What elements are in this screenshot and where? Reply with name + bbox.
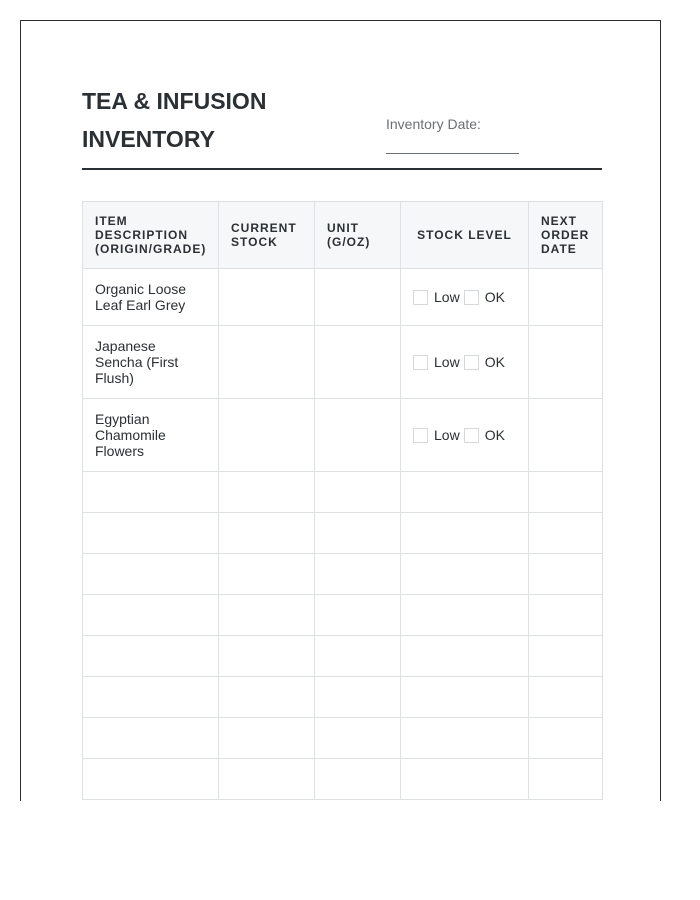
empty-cell[interactable] [315, 472, 401, 513]
empty-cell[interactable] [401, 677, 529, 718]
empty-cell[interactable] [83, 636, 219, 677]
empty-cell[interactable] [219, 636, 315, 677]
empty-cell[interactable] [529, 636, 603, 677]
empty-table-row [83, 718, 603, 759]
low-label: Low [434, 427, 460, 443]
empty-cell[interactable] [401, 472, 529, 513]
empty-cell[interactable] [315, 718, 401, 759]
empty-cell[interactable] [219, 472, 315, 513]
empty-cell[interactable] [401, 554, 529, 595]
next-order-date-cell[interactable] [529, 326, 603, 399]
item-description: Organic Loose Leaf Earl Grey [83, 269, 219, 326]
empty-cell[interactable] [83, 554, 219, 595]
empty-cell[interactable] [529, 554, 603, 595]
unit-cell[interactable] [315, 269, 401, 326]
ok-checkbox[interactable] [464, 428, 479, 443]
table-header-row [83, 202, 603, 269]
empty-cell[interactable] [315, 554, 401, 595]
unit-cell[interactable] [315, 326, 401, 399]
item-description: Japanese Sencha (First Flush) [83, 326, 219, 399]
empty-cell[interactable] [219, 759, 315, 800]
empty-cell[interactable] [219, 677, 315, 718]
empty-cell[interactable] [315, 677, 401, 718]
next-order-date-cell[interactable] [529, 269, 603, 326]
unit-cell[interactable] [315, 399, 401, 472]
item-description: Egyptian Chamomile Flowers [83, 399, 219, 472]
inventory-sheet [20, 20, 661, 801]
stock-level-cell [401, 326, 529, 399]
title-line-2: INVENTORY [82, 126, 215, 152]
empty-cell[interactable] [315, 759, 401, 800]
empty-cell[interactable] [219, 513, 315, 554]
empty-cell[interactable] [529, 595, 603, 636]
empty-table-row [83, 554, 603, 595]
empty-cell[interactable] [401, 718, 529, 759]
current-stock-cell[interactable] [219, 326, 315, 399]
empty-cell[interactable] [529, 513, 603, 554]
current-stock-cell[interactable] [219, 399, 315, 472]
empty-cell[interactable] [219, 718, 315, 759]
ok-checkbox[interactable] [464, 355, 479, 370]
empty-cell[interactable] [401, 513, 529, 554]
empty-cell[interactable] [83, 759, 219, 800]
inventory-table [82, 201, 603, 800]
low-checkbox[interactable] [413, 290, 428, 305]
empty-table-row [83, 677, 603, 718]
empty-cell[interactable] [315, 595, 401, 636]
low-checkbox[interactable] [413, 355, 428, 370]
empty-cell[interactable] [83, 513, 219, 554]
empty-cell[interactable] [83, 595, 219, 636]
ok-label: OK [484, 354, 505, 370]
header-description: ITEM DESCRIPTION (ORIGIN/GRADE) [83, 202, 219, 269]
ok-checkbox[interactable] [464, 290, 479, 305]
low-label: Low [434, 289, 460, 305]
header-current-stock: CURRENT STOCK [219, 202, 315, 269]
title-line-1: TEA & INFUSION [82, 88, 267, 114]
empty-table-row [83, 759, 603, 800]
empty-table-row [83, 472, 603, 513]
stock-level-cell [401, 269, 529, 326]
inventory-date-field[interactable] [386, 153, 519, 154]
empty-cell[interactable] [83, 718, 219, 759]
empty-cell[interactable] [529, 472, 603, 513]
header-divider [82, 168, 602, 170]
empty-cell[interactable] [315, 636, 401, 677]
empty-table-row [83, 513, 603, 554]
empty-cell[interactable] [529, 759, 603, 800]
empty-cell[interactable] [83, 472, 219, 513]
stock-level-cell [401, 399, 529, 472]
empty-table-row [83, 595, 603, 636]
empty-cell[interactable] [401, 636, 529, 677]
table-row [83, 399, 603, 472]
low-checkbox[interactable] [413, 428, 428, 443]
page-title [82, 82, 322, 158]
inventory-date-block [386, 115, 526, 133]
empty-cell[interactable] [315, 513, 401, 554]
empty-cell[interactable] [529, 677, 603, 718]
header-unit: UNIT (G/OZ) [315, 202, 401, 269]
ok-label: OK [484, 289, 505, 305]
empty-cell[interactable] [83, 677, 219, 718]
empty-cell[interactable] [219, 595, 315, 636]
empty-cell[interactable] [401, 759, 529, 800]
header-stock-level: STOCK LEVEL [401, 202, 529, 269]
current-stock-cell[interactable] [219, 269, 315, 326]
inventory-date-label: Inventory Date: [386, 116, 481, 132]
empty-cell[interactable] [529, 718, 603, 759]
table-row [83, 326, 603, 399]
ok-label: OK [484, 427, 505, 443]
low-label: Low [434, 354, 460, 370]
empty-table-row [83, 636, 603, 677]
table-row [83, 269, 603, 326]
empty-cell[interactable] [401, 595, 529, 636]
header-next-order-date: NEXT ORDER DATE [529, 202, 603, 269]
next-order-date-cell[interactable] [529, 399, 603, 472]
empty-cell[interactable] [219, 554, 315, 595]
